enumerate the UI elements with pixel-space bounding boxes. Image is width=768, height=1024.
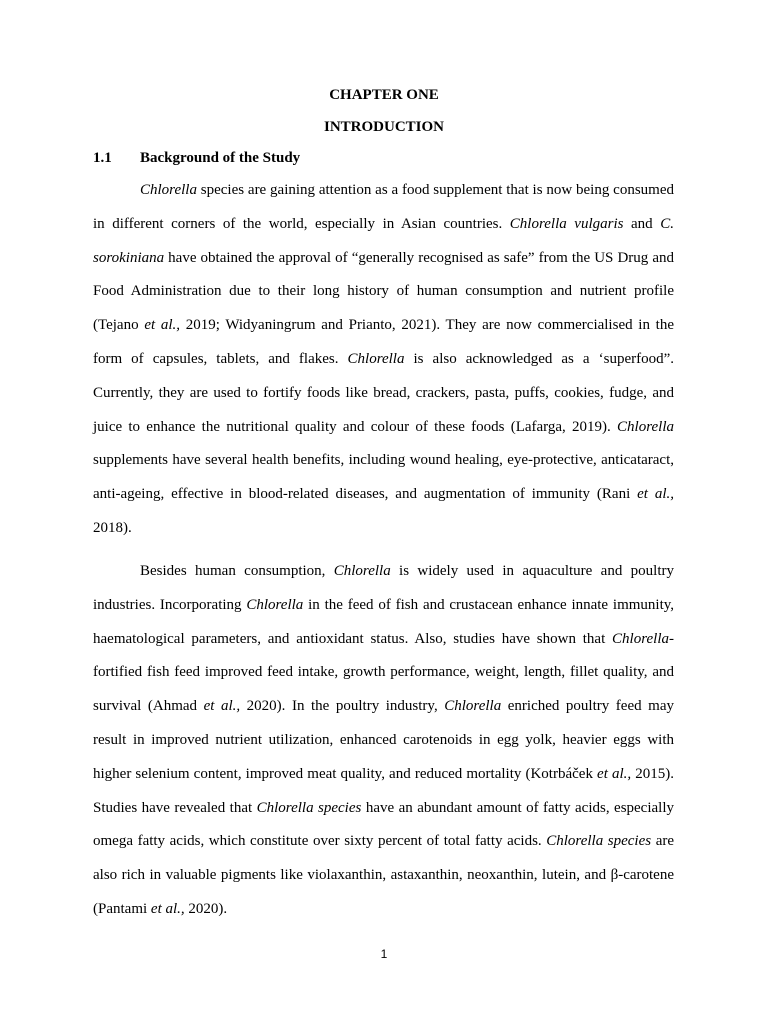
italic-text: Chlorella — [444, 698, 502, 715]
page-number: 1 — [380, 947, 388, 961]
text-run: 2020). — [184, 900, 228, 917]
text-run: are also rich in valuable pigments like violaxanthin, astaxanthin, neoxanthin, lutein, and β-carotene (Pantami — [93, 833, 675, 917]
text-run: have obtained the approval of “generally recognised as safe” from the US Drug and Food Administration due to their long history of human consumption and nutrient profile (Tejano — [93, 249, 674, 334]
italic-text: Chlorella — [246, 596, 304, 613]
text-run: and — [623, 215, 661, 232]
section-title: Background of the Study — [140, 150, 301, 166]
text-run: is also acknowledged as a ‘superfood”. Currently, they are used to fortify foods like bread, crackers, pasta, puffs, cookies, fudge, and juice to enhance the nutritional quality and colour of these foods (Lafarga, 2019). — [93, 350, 674, 435]
italic-text: et al., — [637, 486, 674, 503]
section-heading — [93, 150, 300, 167]
paragraph-background-1 — [93, 174, 674, 546]
text-run: in the feed of fish and crustacean enhance innate immunity, haematological parameters, and antioxidant status. Also, studies have shown that — [93, 596, 675, 647]
italic-text: Chlorella — [617, 418, 674, 435]
italic-text: et al., — [144, 317, 181, 334]
italic-text: Chlorella species — [546, 833, 652, 850]
italic-text: et al., — [203, 698, 241, 715]
chapter-subtitle: INTRODUCTION — [323, 119, 444, 135]
italic-text: Chlorella species — [256, 799, 362, 816]
text-run: -fortified fish feed improved feed intake, growth performance, weight, length, fillet quality, and survival (Ahmad — [93, 630, 674, 715]
italic-text: et al., — [597, 765, 632, 782]
italic-text: Chlorella — [333, 563, 391, 579]
chapter-title: CHAPTER ONE — [329, 87, 439, 103]
section-number: 1.1 — [93, 150, 112, 166]
text-run: 2015). Studies have revealed that — [93, 765, 675, 816]
text-run: 2020). In the poultry industry, — [240, 698, 445, 715]
italic-text: et al., — [150, 900, 185, 917]
text-run: have an abundant amount of fatty acids, especially omega fatty acids, which constitute over sixty percent of total fatty acids. — [93, 799, 675, 850]
italic-text: Chlorella — [347, 350, 405, 367]
italic-text: C. sorokiniana — [93, 215, 674, 266]
italic-text: Chlorella — [140, 182, 197, 198]
text-run: 2019; Widyaningrum and Prianto, 2021). They are now commercialised in the form of capsules, tablets, and flakes. — [93, 317, 674, 367]
paragraph-background-2 — [93, 555, 674, 927]
italic-text: Chlorella — [612, 630, 669, 647]
text-run: species are gaining attention as a food supplement that is now being consumed in different corners of the world, especially in Asian countries. — [93, 182, 674, 232]
text-run: enriched poultry feed may result in improved nutrient utilization, enhanced carotenoids in egg yolk, heavier eggs with higher selenium content, improved meat quality, and reduced mortality (Kotrbáček — [93, 698, 674, 782]
italic-text: Chlorella vulgaris — [509, 215, 624, 232]
text-run: is widely used in aquaculture and poultry industries. Incorporating — [93, 563, 674, 613]
text-run: Besides human consumption, — [140, 563, 334, 579]
text-run: supplements have several health benefits, including wound healing, eye-protective, anticataract, anti-ageing, effective in blood-related diseases, and augmentation of immunity (Rani — [93, 452, 674, 503]
text-run: 2018). — [93, 519, 132, 536]
